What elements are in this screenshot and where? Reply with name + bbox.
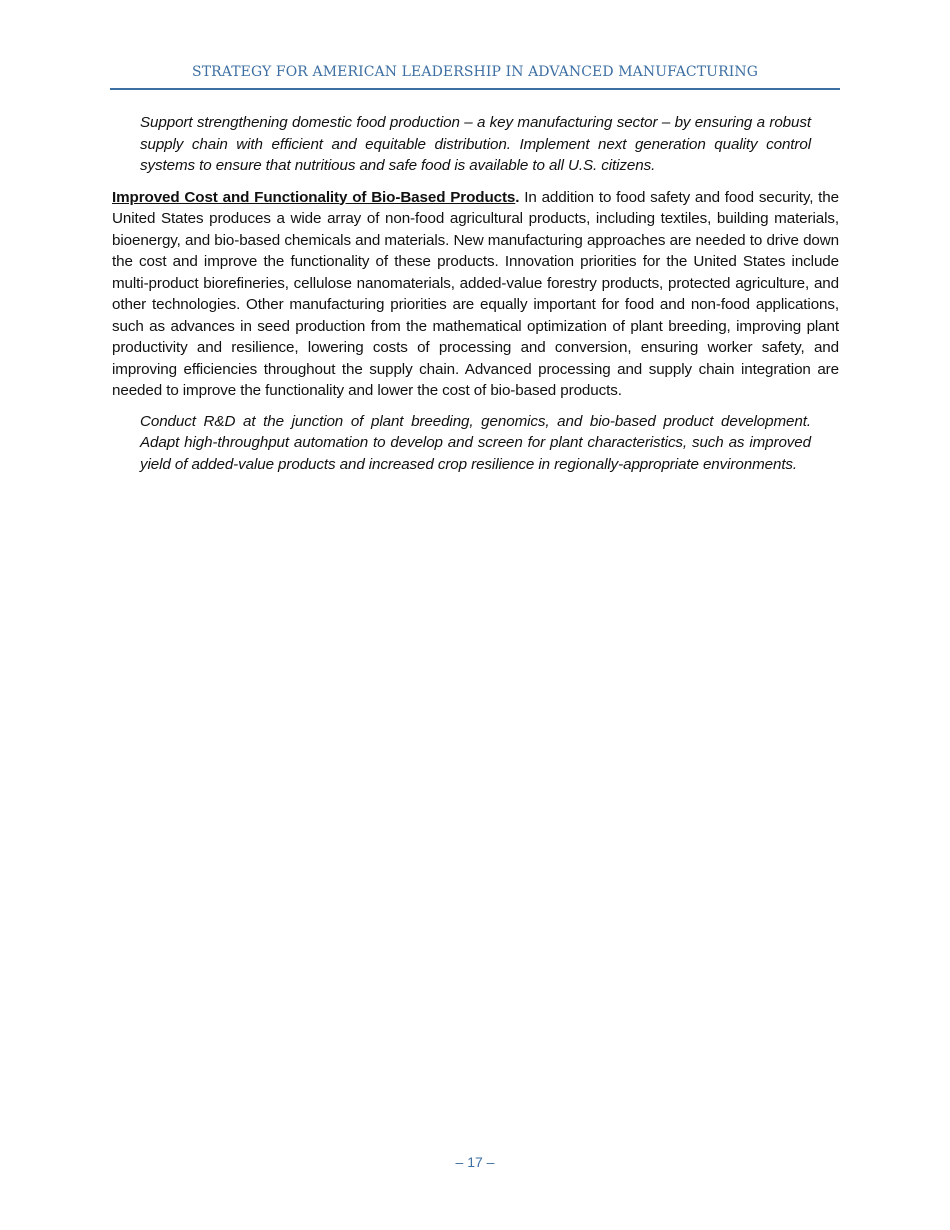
section-body-text: In addition to food safety and food security, the United States produces a wide array of non-food agricultural products, including textiles, building materials, bioenergy, and bio-based chemicals and materials. New manufacturing approaches are needed to drive down the cost and improve the functionality of these products. Innovation priorities for the United States include multi-product biorefineries, cellulose nanomaterials, added-value forestry products, protected agriculture, and other technologies. Other manufacturing priorities are equally important for food and non-food applications, such as advances in seed production from the mathematical optimization of plant breeding, improving plant productivity and resilience, lowering costs of processing and conversion, ensuring worker safety, and improving efficiencies throughout the supply chain. Advanced processing and supply chain integration are needed to improve the functionality and lower the cost of bio-based products. (112, 188, 839, 399)
section-heading-punct: . (515, 188, 520, 206)
page-content (112, 112, 839, 475)
section-heading: Improved Cost and Functionality of Bio-Based Products (112, 188, 516, 206)
header-divider (110, 88, 840, 90)
action-callout-food-production: Support strengthening domestic food production – a key manufacturing sector – by ensuring a robust supply chain with efficient and equitable distribution. Implement next generation quality control systems to ensure that nutritious and safe food is available to all U.S. citizens. (140, 114, 811, 174)
section-paragraph-bio-based-products (112, 187, 839, 402)
action-callout-plant-breeding: Conduct R&D at the junction of plant breeding, genomics, and bio-based product development. Adapt high-throughput automation to develop and screen for plant characteristics, such as improved yield of added-value products and increased crop resilience in regionally-appropriate environments. (140, 412, 811, 473)
running-header: STRATEGY FOR AMERICAN LEADERSHIP IN ADVANCED MANUFACTURING (192, 64, 758, 80)
page-number: – 17 – (455, 1154, 495, 1170)
